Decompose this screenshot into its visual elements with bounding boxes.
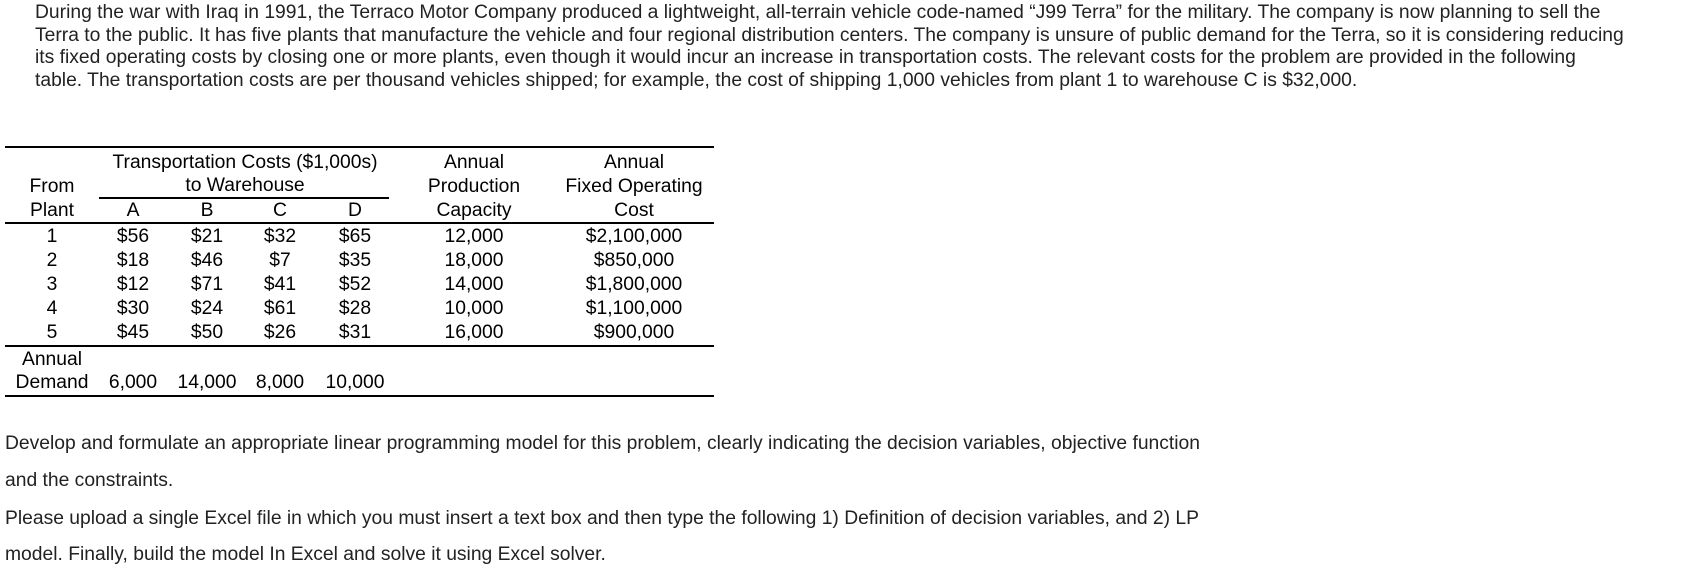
header-transport-title: Transportation Costs ($1,000s): [112, 152, 378, 173]
header-capacity-1: Annual: [443, 152, 505, 173]
row-2-cost-c: $7: [269, 250, 291, 271]
row-1-capacity: 12,000: [444, 226, 504, 247]
header-fixed-2: Fixed Operating: [565, 176, 703, 197]
row-4-cost-a: $30: [116, 298, 150, 319]
row-2-capacity: 18,000: [444, 250, 504, 271]
intro-line: Terra to the public. It has five plants that manufacture the vehicle and four regional distribution centers. The company is unsure of public demand for the Terra, so it is considering reducing: [35, 24, 1624, 46]
row-4-capacity: 10,000: [444, 298, 504, 319]
row-2-cost-a: $18: [116, 250, 150, 271]
instruction-line: model. Finally, build the model In Excel and solve it using Excel solver.: [5, 544, 606, 565]
row-1-cost-b: $21: [190, 226, 224, 247]
header-bottom-rule: [5, 222, 714, 224]
row-4-plant: 4: [46, 298, 58, 319]
header-warehouse-d: D: [348, 200, 362, 221]
header-warehouse-a: A: [126, 200, 140, 221]
row-5-fixed: $900,000: [593, 322, 675, 343]
row-5-cost-d: $31: [338, 322, 372, 343]
demand-d: 10,000: [325, 372, 385, 393]
row-4-fixed: $1,100,000: [585, 298, 683, 319]
row-3-cost-a: $12: [116, 274, 150, 295]
row-5-cost-a: $45: [116, 322, 150, 343]
row-1-plant: 1: [46, 226, 58, 247]
row-4-cost-b: $24: [190, 298, 224, 319]
row-5-cost-c: $26: [263, 322, 297, 343]
demand-b: 14,000: [177, 372, 237, 393]
demand-c: 8,000: [255, 372, 305, 393]
row-1-fixed: $2,100,000: [585, 226, 683, 247]
header-from: From: [29, 176, 75, 197]
header-fixed-1: Annual: [603, 152, 665, 173]
row-4-cost-d: $28: [338, 298, 372, 319]
row-5-cost-b: $50: [190, 322, 224, 343]
row-4-cost-c: $61: [263, 298, 297, 319]
row-3-cost-c: $41: [263, 274, 297, 295]
intro-line: table. The transportation costs are per thousand vehicles shipped; for example, the cost of shipping 1,000 vehicles from plant 1 to warehouse C is $32,000.: [35, 69, 1358, 91]
row-2-fixed: $850,000: [593, 250, 675, 271]
intro-line: During the war with Iraq in 1991, the Terraco Motor Company produced a lightweight, all-terrain vehicle code-named “J99 Terra” for the military. The company is now planning to sell the: [35, 2, 1601, 23]
table-bottom-rule: [5, 395, 714, 397]
instruction-line: and the constraints.: [5, 470, 174, 491]
header-to-warehouse: to Warehouse: [185, 175, 305, 196]
header-capacity-2: Production: [427, 176, 521, 197]
header-plant: Plant: [30, 200, 74, 221]
demand-label-annual: Annual: [21, 349, 83, 370]
demand-a: 6,000: [108, 372, 158, 393]
header-capacity-3: Capacity: [436, 200, 512, 221]
cost-table: [0, 0, 720, 405]
header-warehouse-c: C: [273, 200, 287, 221]
instruction-line: Please upload a single Excel file in which you must insert a text box and then type the following 1) Definition of decision variables, and 2) LP: [5, 508, 1199, 529]
row-1-cost-d: $65: [338, 226, 372, 247]
row-5-plant: 5: [46, 322, 58, 343]
row-2-plant: 2: [46, 250, 58, 271]
row-3-capacity: 14,000: [444, 274, 504, 295]
row-2-cost-b: $46: [190, 250, 224, 271]
row-3-cost-b: $71: [190, 274, 224, 295]
row-1-cost-c: $32: [263, 226, 297, 247]
body-bottom-rule: [5, 345, 714, 347]
row-3-cost-d: $52: [338, 274, 372, 295]
instruction-line: Develop and formulate an appropriate linear programming model for this problem, clearly indicating the decision variables, objective function: [5, 433, 1201, 454]
header-fixed-3: Cost: [614, 200, 654, 221]
row-1-cost-a: $56: [116, 226, 150, 247]
header-warehouse-b: B: [200, 200, 214, 221]
row-3-fixed: $1,800,000: [585, 274, 683, 295]
table-top-rule: [5, 146, 714, 148]
row-3-plant: 3: [46, 274, 58, 295]
header-underline-rule: [99, 197, 389, 199]
row-5-capacity: 16,000: [444, 322, 504, 343]
intro-line: its fixed operating costs by closing one or more plants, even though it would incur an increase in transportation costs. The relevant costs for the problem are provided in the following: [35, 47, 1576, 68]
demand-label-demand: Demand: [15, 372, 89, 393]
row-2-cost-d: $35: [338, 250, 372, 271]
